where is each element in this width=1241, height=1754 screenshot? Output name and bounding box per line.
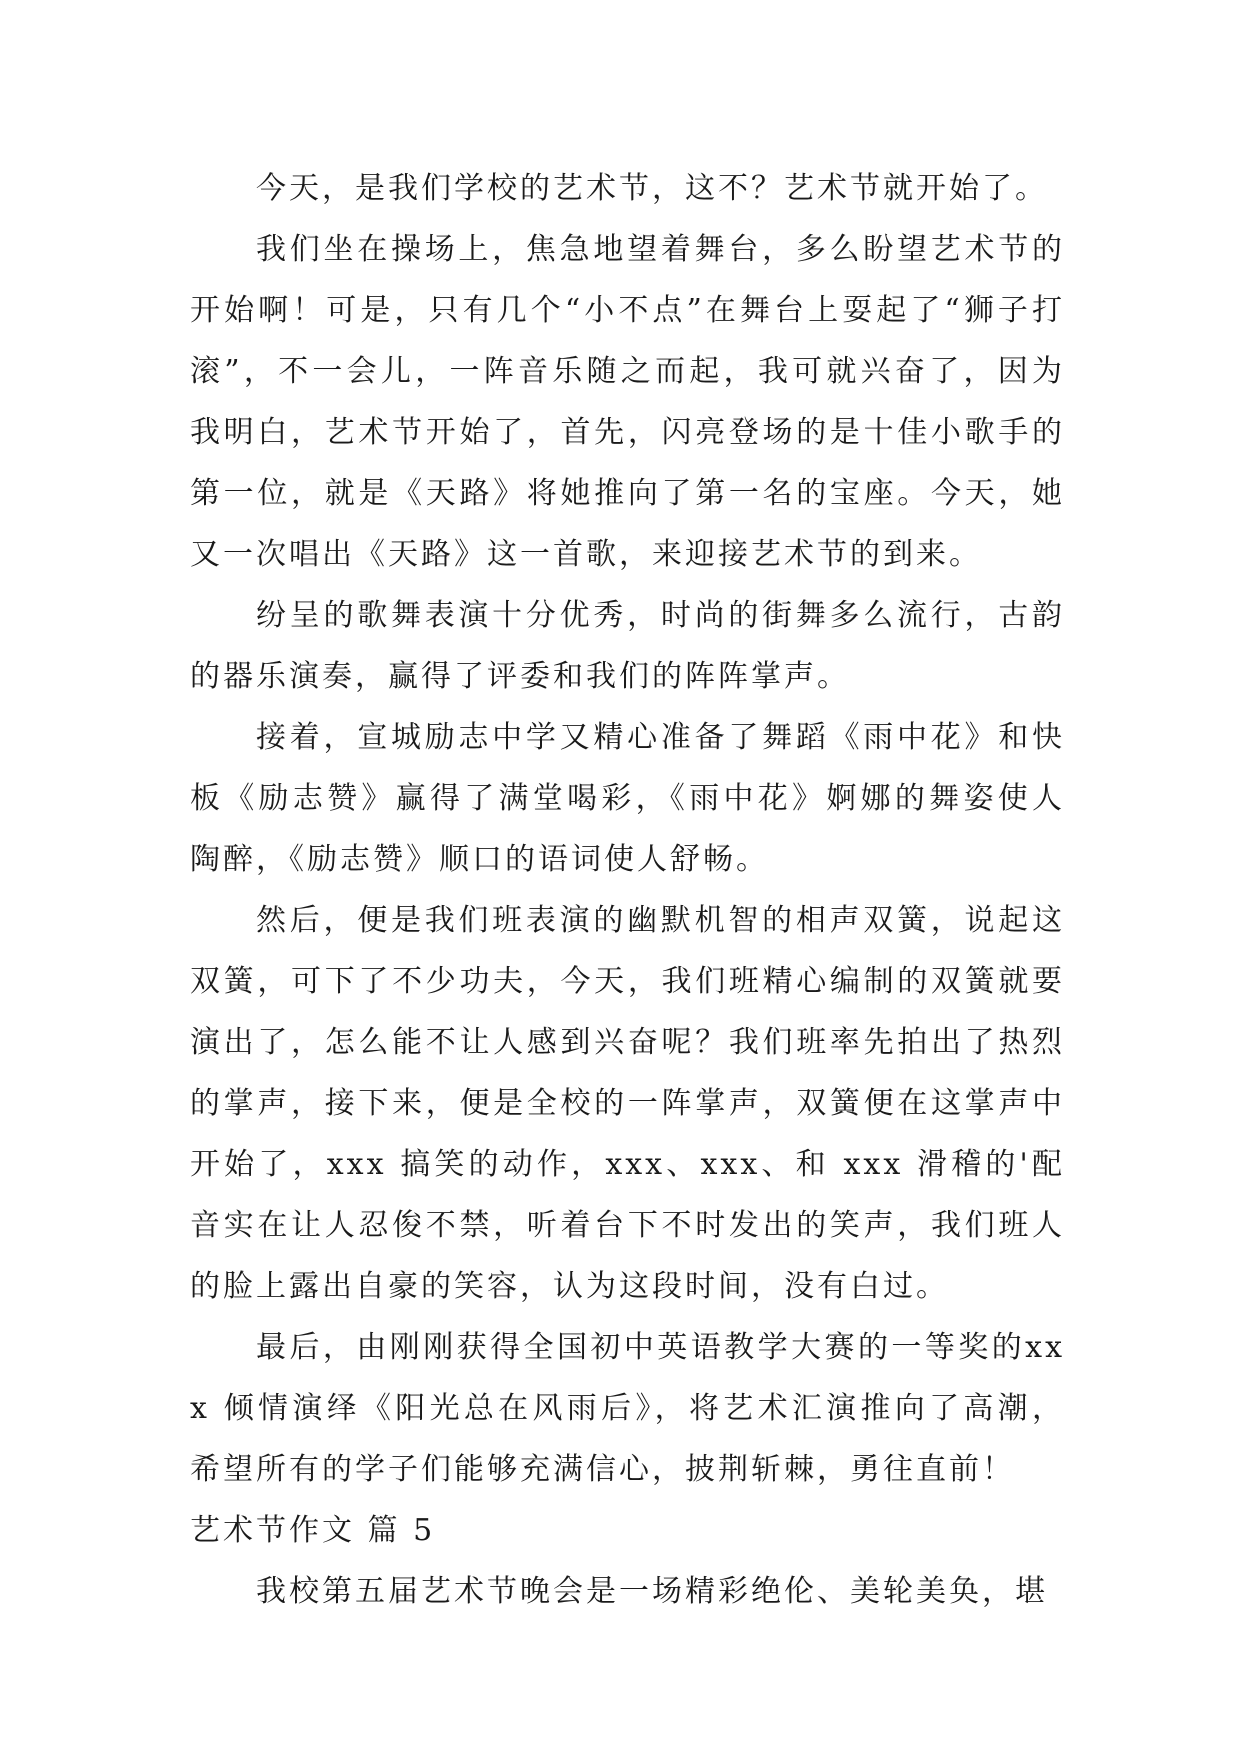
section-heading: 艺术节作文 篇 5: [190, 1513, 436, 1548]
paragraph: 最后，由刚刚获得全国初中英语教学大赛的一等奖的xxx 倾情演绎《阳光总在风雨后》，将艺术汇演推向了高潮，希望所有的学子们能够充满信心，披荆斩棘，勇往直前！: [190, 1330, 1065, 1487]
paragraph: 我们坐在操场上，焦急地望着舞台，多么盼望艺术节的开始啊！可是，只有几个“小不点”在舞台上耍起了“狮子打滚”，不一会儿，一阵音乐随之而起，我可就兴奋了，因为我明白，艺术节开始了，首先，闪亮登场的是十佳小歌手的第一位，就是《天路》将她推向了第一名的宝座。今天，她又一次唱出《天路》这一首歌，来迎接艺术节的到来。: [190, 232, 1065, 572]
document-body: [190, 158, 1065, 1622]
paragraph: 接着，宣城励志中学又精心准备了舞蹈《雨中花》和快板《励志赞》赢得了满堂喝彩，《雨中花》婀娜的舞姿使人陶醉，《励志赞》顺口的语词使人舒畅。: [190, 720, 1065, 877]
paragraph: 今天，是我们学校的艺术节，这不？艺术节就开始了。: [256, 171, 1048, 206]
paragraph: 纷呈的歌舞表演十分优秀，时尚的街舞多么流行，古韵的器乐演奏，赢得了评委和我们的阵阵掌声。: [190, 598, 1065, 694]
paragraph: 然后，便是我们班表演的幽默机智的相声双簧，说起这双簧，可下了不少功夫，今天，我们班精心编制的双簧就要演出了，怎么能不让人感到兴奋呢？我们班率先拍出了热烈的掌声，接下来，便是全校的一阵掌声，双簧便在这掌声中开始了，xxx 搞笑的动作，xxx、xxx、和 xxx 滑稽的'配音实在让人忍俊不禁，听着台下不时发出的笑声，我们班人的脸上露出自豪的笑容，认为这段时间，没有白过。: [190, 903, 1065, 1304]
paragraph: 我校第五届艺术节晚会是一场精彩绝伦、美轮美奂，堪: [256, 1574, 1048, 1609]
